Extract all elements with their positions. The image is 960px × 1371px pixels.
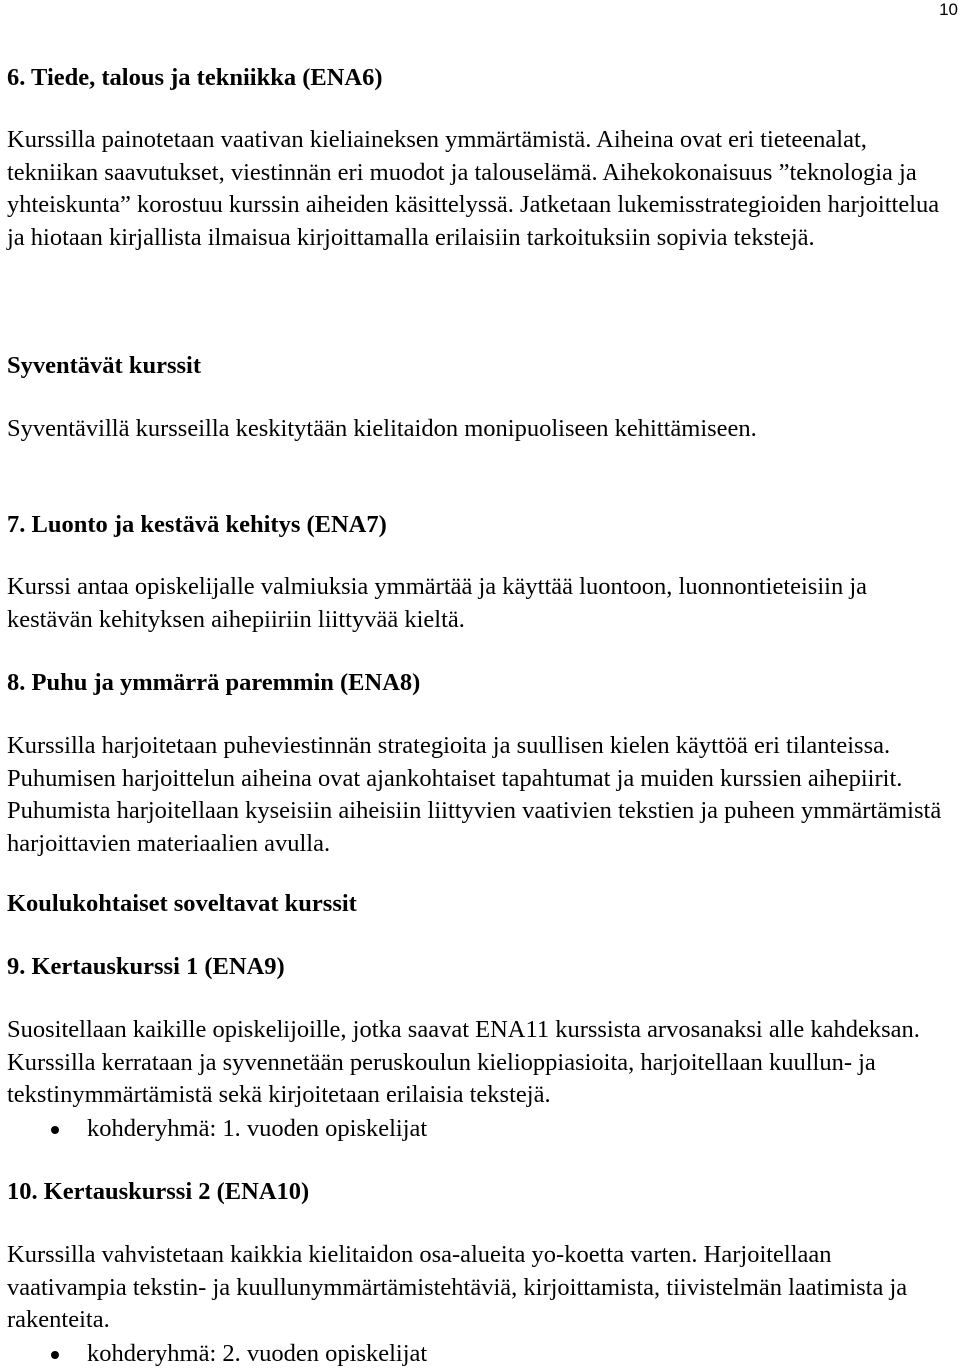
bullet-item-ena9: [7, 1113, 954, 1145]
page-number: 10: [939, 0, 958, 19]
bullet-icon: [51, 1351, 59, 1359]
section-heading-ena8: 8. Puhu ja ymmärrä paremmin (ENA8): [7, 669, 421, 696]
section-paragraph-ena9: Suositellaan kaikille opiskelijoille, jotka saavat ENA11 kurssista arvosanaksi alle kahdeksan. Kurssilla kerrataan ja syvennetään peruskoulun kielioppiasioita, harjoitellaan kuullun- ja tekstinymmärtämistä sekä kirjoitetaan erilaisia tekstejä.: [7, 1016, 920, 1108]
bullet-text-ena10: kohderyhmä: 2. vuoden opiskelijat: [87, 1340, 428, 1367]
section-paragraph-ena6: Kurssilla painotetaan vaativan kieliaineksen ymmärtämistä. Aiheina ovat eri tieteenalat, tekniikan saavutukset, viestinnän eri muodot ja talouselämä. Aihekokonaisuus ”teknologia ja yhteiskunta” korostuu kurssin aiheiden käsittelyssä. Jatketaan lukemisstrategioiden harjoittelua ja hiotaan kirjallista ilmaisua kirjoittamalla erilaisiin tarkoituksiin sopivia tekstejä.: [7, 126, 940, 251]
section-heading-syventavat: Syventävät kurssit: [7, 352, 201, 379]
section-paragraph-ena8: Kurssilla harjoitetaan puheviestinnän strategioita ja suullisen kielen käyttöä eri tilanteissa. Puhumisen harjoittelun aiheina ovat ajankohtaiset tapahtumat ja muiden kurssien aihepiirit. Puhumista harjoitellaan kyseisiin aiheisiin liittyvien vaativien tekstien ja puheen ymmärtämistä harjoittavien materiaalien avulla.: [7, 732, 942, 857]
section-heading-ena10: 10. Kertauskurssi 2 (ENA10): [7, 1178, 310, 1205]
bullet-icon: [51, 1126, 59, 1134]
section-paragraph-syventavat: Syventävillä kursseilla keskitytään kielitaidon monipuoliseen kehittämiseen.: [7, 415, 757, 442]
section-heading-ena7: 7. Luonto ja kestävä kehitys (ENA7): [7, 511, 387, 538]
section-heading-ena6: 6. Tiede, talous ja tekniikka (ENA6): [7, 64, 383, 91]
section-paragraph-ena10: Kurssilla vahvistetaan kaikkia kielitaidon osa-alueita yo-koetta varten. Harjoitellaan vaativampia tekstin- ja kuullunymmärtämistehtäviä, kirjoittamista, tiivistelmän laatimista ja rakenteita.: [7, 1241, 908, 1333]
bullet-text-ena9: kohderyhmä: 1. vuoden opiskelijat: [87, 1115, 428, 1142]
bullet-item-ena10: [7, 1338, 954, 1370]
section-paragraph-ena7: Kurssi antaa opiskelijalle valmiuksia ymmärtää ja käyttää luontoon, luonnontieteisiin ja kestävän kehityksen aihepiiriin liittyvää kieltä.: [7, 573, 868, 633]
section-heading-koulukohtaiset: Koulukohtaiset soveltavat kurssit: [7, 890, 357, 917]
section-heading-ena9: 9. Kertauskurssi 1 (ENA9): [7, 953, 285, 980]
